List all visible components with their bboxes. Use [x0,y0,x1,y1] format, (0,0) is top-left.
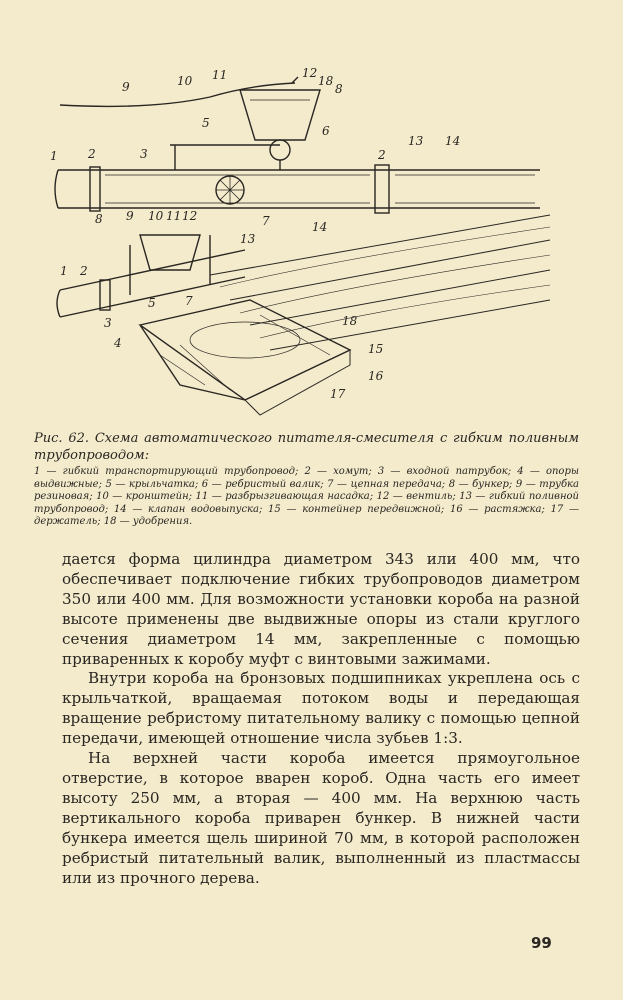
callout-label: 12 [182,209,198,223]
callout-label: 9 [122,80,130,94]
callout-label: 15 [368,342,384,356]
callout-label: 2 [80,264,88,278]
callout-label: 3 [140,147,148,161]
callout-label: 5 [202,116,210,130]
paragraph: На верхней части короба имеется прямоугольное отверстие, в которое вварен короб. Одна часть его имеет высоту 250 мм, а вторая — 400 мм. На верхнюю часть вертикального короба приварен бункер. В нижней части бункера имеется щель шириной 70 мм, в которой расположен ребристый питательный валик, выполненный из пластмассы или из прочного дерева. [62,749,580,887]
callout-label: 13 [240,232,256,246]
callout-label: 2 [88,147,96,161]
callout-label: 10 [148,209,164,223]
callout-label: 11 [212,68,228,82]
callout-label: 2 [378,148,386,162]
figure-callouts [50,66,460,401]
callout-label: 10 [177,74,193,88]
callout-label: 1 [60,264,68,278]
callout-label: 14 [312,220,328,234]
callout-label: 8 [95,212,103,226]
paragraph: дается форма цилиндра диаметром 343 или 400 мм, что обеспечивает подключение гибких трубопроводов диаметром 350 или 400 мм. Для возможности установки короба на разной высоте применены две выдвижные опоры из стали круглого сечения диаметром 14 мм, закрепленные с помощью приваренных к коробу муфт с винтовыми зажимами. [62,550,580,668]
callout-label: 18 [342,314,358,328]
callout-label: 6 [322,124,330,138]
technical-illustration [30,55,560,425]
callout-label: 16 [368,369,384,383]
callout-label: 11 [166,209,182,223]
callout-label: 17 [330,387,346,401]
callout-label: 12 [302,66,318,80]
figure-caption [34,430,579,464]
body-text [62,550,580,888]
callout-label: 14 [445,134,461,148]
callout-label: 7 [185,294,193,308]
callout-label: 1 [50,149,58,163]
callout-label: 5 [148,296,156,310]
callout-label: 7 [262,214,270,228]
paragraph: Внутри короба на бронзовых подшипниках укреплена ось с крыльчаткой, вращаемая потоком воды и передающая вращение ребристому питательному валику с помощью цепной передачи, имеющей отношение числа зубьев 1:3. [62,669,580,748]
figure-caption-title: Рис. 62. Схема автоматического питателя-смесителя с гибким поливным трубопроводом: [34,431,579,463]
callout-label: 8 [335,82,343,96]
callout-label: 4 [114,336,122,350]
callout-label: 9 [126,209,134,223]
callout-label: 18 [318,74,334,88]
callout-label: 3 [104,316,112,330]
figure-legend: 1 — гибкий транспортирующий трубопровод; 2 — хомут; 3 — входной патрубок; 4 — опоры выдвижные; 5 — крыльчатка; 6 — ребристый валик; 7 — цепная передача; 8 — бункер; 9 — трубка резиновая; 10 — кронштейн; 11 — разбрызгивающая насадка; 12 — вентиль; 13 — гибкий поливной трубопровод; 14 — клапан водовыпуска; 15 — контейнер передвижной; 16 — растяжка; 17 — держатель; 18 — удобрения. [34,466,579,528]
callout-label: 13 [408,134,424,148]
page-number: 99 [531,934,552,952]
